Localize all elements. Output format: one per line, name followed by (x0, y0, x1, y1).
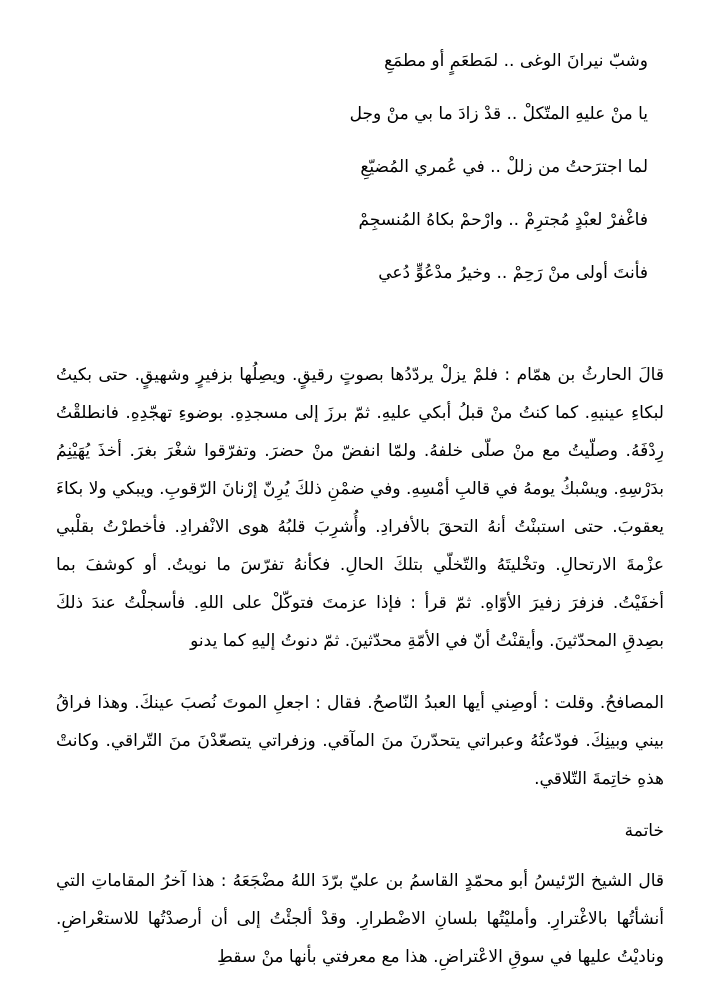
narrative-paragraph: قالَ الحارثُ بن همّام : فلمْ يزلْ يردّدُها بصوتٍ رقيقٍ. ويصِلُها بزفيرٍ وشهيقٍ. حتى بكيتُ لبكاءِ عينيهِ. كما كنتُ منْ قبلُ أبكي عليهِ. ثمّ برزَ إلى مسجدِهِ. بوضوءِ تهجّدِهِ. فانطلقْتُ رِدْفَهُ. وصلّيتُ مع منْ صلّى خلفهُ. ولمّا انفضّ منْ حضرَ. وتفرّقوا شغْرَ بغرَ. أخذَ يُهَيْنِمُ بدَرْسِهِ. ويسْبكُ يومهُ في قالبِ أمْسِهِ. وفي ضمْنِ ذلكَ يُرِنّ إرْنانَ الرّقوبِ. ويبكي ولا بكاءَ يعقوبَ. حتى استبنْتُ أنهُ التحقَ بالأفرادِ. وأُشرِبَ قلبُهُ هوى الانْفرادِ. فأخطرْتُ بقلْبي عزْمةَ الارتحالِ. وتخْليتَهُ والتّخلّي بتلكَ الحالِ. فكأنهُ تفرّسَ ما نويتُ. أو كوشفَ بما أخفَيْتُ. فزفرَ زفيرَ الأوّاهِ. ثمّ قرأ : فإذا عزمتَ فتوكّلْ على اللهِ. فأسجلْتُ عندَ ذلكَ بصِدقِ المحدّثينَ. وأيقنْتُ أنّ في الأمّةِ محدّثينَ. ثمّ دنوتُ إليهِ كما يدنو (56, 365, 664, 651)
poem-verse: يا منْ عليهِ المتّكلْ .. قدْ زادَ ما بي منْ وجل (349, 104, 648, 124)
section-heading: خاتمة (624, 821, 664, 841)
poem-verse: فاغْفرْ لعبْدٍ مُجترِمْ .. وارْحمْ بكاهُ المُنسجِمْ (358, 210, 648, 230)
poem-verse: وشبّ نيرانَ الوغى .. لمَطعَمٍ أو مطمَعِ (384, 51, 648, 71)
poem-verses (68, 44, 648, 309)
poem-verse: فأنتَ أولى منْ رَحِمْ .. وخيرُ مدْعُوٍّ دُعي (378, 263, 648, 283)
narrative-paragraph: المصافحُ. وقلت : أوصِني أيها العبدُ النّاصحُ. فقال : اجعلِ الموتَ نُصبَ عينكَ. وهذا فراقُ بيني وبينِكَ. فودّعتُهُ وعبراتي يتحدّرنَ منَ المآقي. وزفراتي يتصعّدْنَ منَ التّراقي. وكانتْ هذهِ خاتِمةَ التّلاقي. (56, 693, 664, 789)
closing-paragraph: قال الشيخ الرّئيسُ أبو محمّدٍ القاسمُ بن عليّ برّدَ اللهُ مضْجَعَهُ : هذا آخرُ المقاماتِ التي أنشأتُها بالاغْترارِ. وأمليْتُها بلسانِ الاضْطرارِ. وقدْ ألجئْتُ إلى أن أرصدْتُها للاستعْراضِ. وناديْتُ عليها في سوقِ الاعْتراضِ. هذا مع معرفتي بأنها منْ سقطِ (56, 871, 664, 967)
poem-verse: لما اجترَحتُ من زللْ .. في عُمري المُضيّعِ (360, 157, 648, 177)
